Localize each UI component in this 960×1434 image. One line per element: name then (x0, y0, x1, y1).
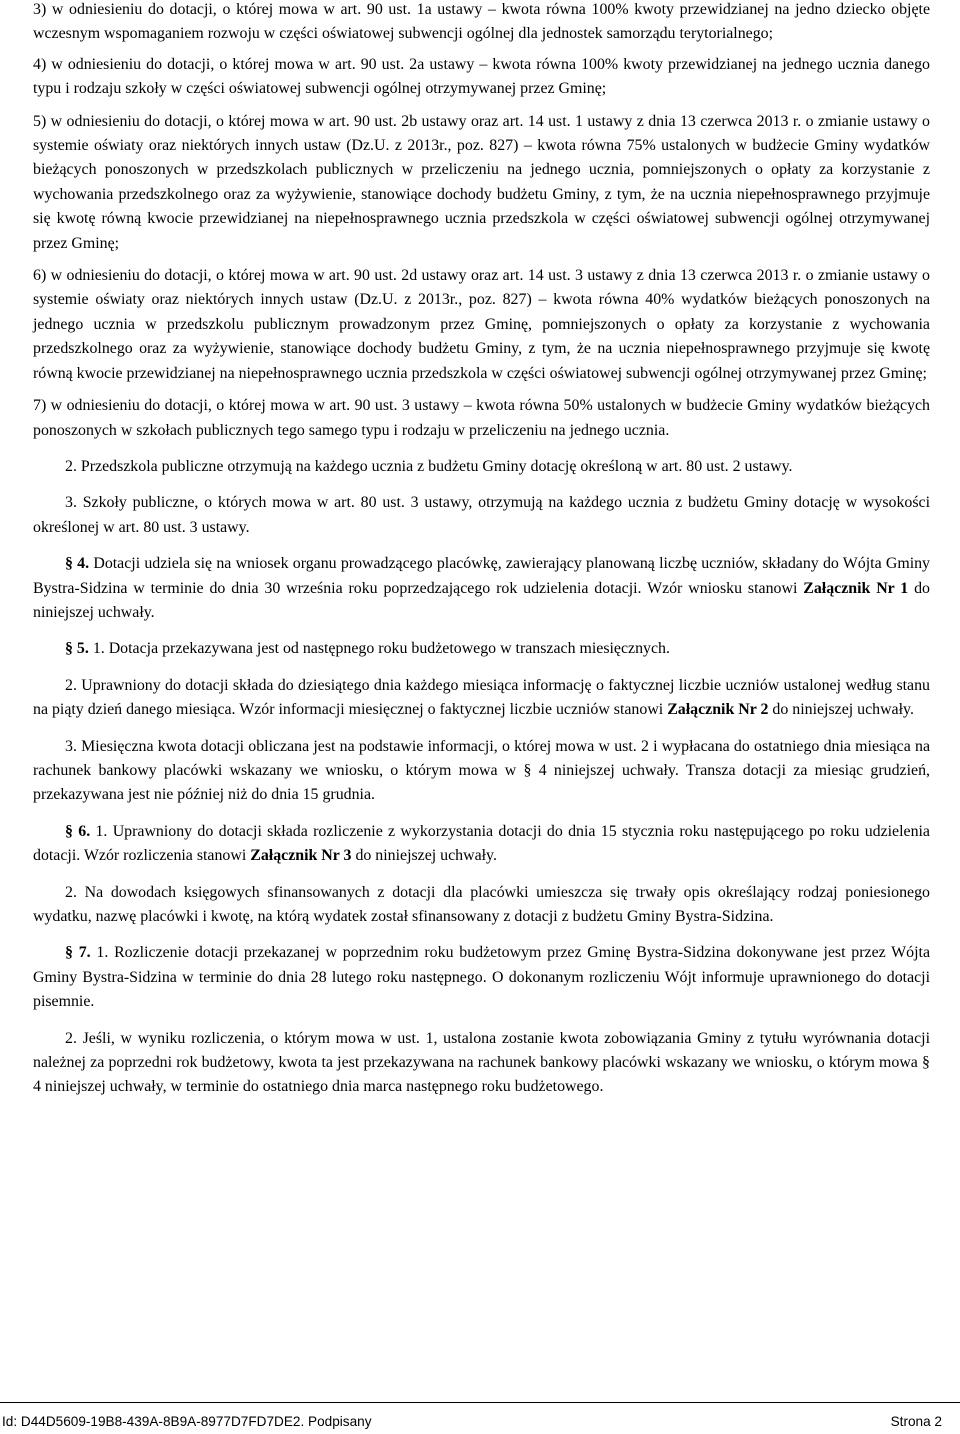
section-5-text-2b: do niniejszej uchwały. (768, 701, 914, 719)
page-footer (0, 1402, 960, 1429)
section-7-number: § 7. (65, 944, 91, 962)
section-5-number: § 5. (65, 640, 89, 658)
section-5-text-2a: 2. Uprawniony do dotacji składa do dziesiątego dnia każdego miesiąca informację o faktycznej liczbie uczniów ustalonej według stanu na piąty dzień danego miesiąca. Wzór informacji miesięcznej o faktycznej liczbie uczniów stanowi (33, 676, 930, 719)
list-item-7: 7) w odniesieniu do dotacji, o której mowa w art. 90 ust. 3 ustawy – kwota równa 50% ustalonych w budżecie Gminy wydatków bieżących ponoszonych w szkołach publicznych tego samego typu i rodzaju w przeliczeniu na jednego ucznia. (33, 397, 930, 439)
attachment-3-ref: Załącznik Nr 3 (250, 847, 352, 865)
section-7-paragraph-1 (33, 941, 930, 1014)
list-item-5: 5) w odniesieniu do dotacji, o której mowa w art. 90 ust. 2b ustawy oraz art. 14 ust. 1 ustawy z dnia 13 czerwca 2013 r. o zmianie ustawy o systemie oświaty oraz niektórych innych ustaw (Dz.U. z 2013r., poz. 827) – kwota równa 75% ustalonych w budżecie Gminy wydatków bieżących ponoszonych w przedszkolach publicznych w przeliczeniu na jednego ucznia, pomniejszonych o opłaty za korzystanie z wychowania przedszkolnego oraz za wyżywienie, stanowiące dochody budżetu Gminy, z tym, że na ucznia niepełnosprawnego przyjmuje się kwotę równą kwocie przewidzianej na niepełnosprawnego ucznia przedszkola w części oświatowej subwencji ogólnej otrzymywanej przez Gminę; (33, 112, 930, 252)
document-id: Id: D44D5609-19B8-439A-8B9A-8977D7FD7DE2. Podpisany (2, 1414, 372, 1429)
attachment-1-ref: Załącznik Nr 1 (803, 579, 909, 597)
paragraph-3-3: 3. Szkoły publiczne, o których mowa w art. 80 ust. 3 ustawy, otrzymują na każdego ucznia z budżetu Gminy dotację w wysokości określonej w art. 80 ust. 3 ustawy. (33, 494, 930, 536)
page-number: Strona 2 (890, 1414, 942, 1429)
section-4-text-a: Dotacji udziela się na wniosek organu prowadzącego placówkę, zawierający planowaną liczbę uczniów, składany do Wójta Gminy Bystra-Sidzina w terminie do dnia 30 września roku poprzedzającego rok udzielenia dotacji. Wzór wniosku stanowi (33, 555, 930, 597)
list-item-4: 4) w odniesieniu do dotacji, o której mowa w art. 90 ust. 2a ustawy – kwota równa 100% kwoty przewidzianej na jednego ucznia danego typu i rodzaju szkoły w części oświatowej subwencji ogólnej otrzymywanej przez Gminę; (33, 55, 930, 98)
section-6-text-1b: do niniejszej uchwały. (351, 847, 497, 865)
section-5-text-1: 1. Dotacja przekazywana jest od następnego roku budżetowego w transzach miesięcznych. (88, 640, 670, 658)
section-6-paragraph-2: 2. Na dowodach księgowych sfinansowanych z dotacji dla placówki umieszcza się trwały opis określający rodzaj poniesionego wydatku, nazwę placówki i kwotę, na którą wydatek został sfinansowany z dotacji z budżetu Gminy Bystra-Sidzina. (33, 883, 930, 925)
attachment-2-ref: Załącznik Nr 2 (667, 701, 769, 719)
section-6-paragraph-1 (33, 820, 930, 869)
section-4-number: § 4. (65, 555, 90, 573)
section-5-paragraph-3: 3. Miesięczna kwota dotacji obliczana jest na podstawie informacji, o której mowa w ust. 2 i wypłacana do ostatniego dnia miesiąca na rachunek bankowy placówki wskazany we wniosku, o którym mowa w § 4 niniejszej uchwały. Transza dotacji za miesiąc grudzień, przekazywana jest nie później niż do dnia 15 grudnia. (33, 737, 930, 804)
paragraph-3-2: 2. Przedszkola publiczne otrzymują na każdego ucznia z budżetu Gminy dotację określoną w art. 80 ust. 2 ustawy. (65, 457, 793, 475)
document-body (33, 0, 930, 1100)
section-6-text-1a: 1. Uprawniony do dotacji składa rozliczenie z wykorzystania dotacji do dnia 15 stycznia roku następującego po roku udzielenia dotacji. Wzór rozliczenia stanowi (33, 822, 930, 865)
section-5-paragraph-2 (33, 674, 930, 723)
section-6-number: § 6. (65, 822, 91, 840)
section-4 (33, 552, 930, 625)
section-7-text-1: 1. Rozliczenie dotacji przekazanej w poprzednim roku budżetowym przez Gminę Bystra-Sidzina dokonywane jest przez Wójta Gminy Bystra-Sidzina w terminie do dnia 28 lutego roku następnego. O dokonanym rozliczeniu Wójt informuje uprawnionego do dotacji pisemnie. (33, 944, 930, 1011)
list-item-3: 3) w odniesieniu do dotacji, o której mowa w art. 90 ust. 1a ustawy – kwota równa 100% kwoty przewidzianej na jedno dziecko objęte wczesnym wspomaganiem rozwoju w części oświatowej subwencji ogólnej dla jednostek samorządu terytorialnego; (33, 1, 930, 43)
list-item-6: 6) w odniesieniu do dotacji, o której mowa w art. 90 ust. 2d ustawy oraz art. 14 ust. 3 ustawy z dnia 13 czerwca 2013 r. o zmianie ustawy o systemie oświaty oraz niektórych innych ustaw (Dz.U. z 2013r., poz. 827) – kwota równa 40% wydatków bieżących ponoszonych na jednego ucznia w przedszkolu publicznym prowadzonym przez Gminę, pomniejszonych o opłaty za korzystanie z wychowania przedszkolnego oraz za wyżywienie, stanowiące dochody budżetu Gminy, z tym, że na ucznia niepełnosprawnego przyjmuje się kwotę równą kwocie przewidzianej na niepełnosprawnego ucznia przedszkola w części oświatowej subwencji ogólnej otrzymywanej przez Gminę; (33, 267, 930, 382)
section-4-text-b: do niniejszej uchwały. (33, 579, 930, 621)
section-7-paragraph-2: 2. Jeśli, w wyniku rozliczenia, o którym mowa w ust. 1, ustalona zostanie kwota zobowiązania Gminy z tytułu wyrównania dotacji należnej za poprzedni rok budżetowy, kwota ta jest przekazywana na rachunek bankowy placówki wskazany we wniosku, o którym mowa § 4 niniejszej uchwały, w terminie do ostatniego dnia marca następnego roku budżetowego. (33, 1029, 930, 1096)
section-5-paragraph-1 (33, 637, 930, 661)
